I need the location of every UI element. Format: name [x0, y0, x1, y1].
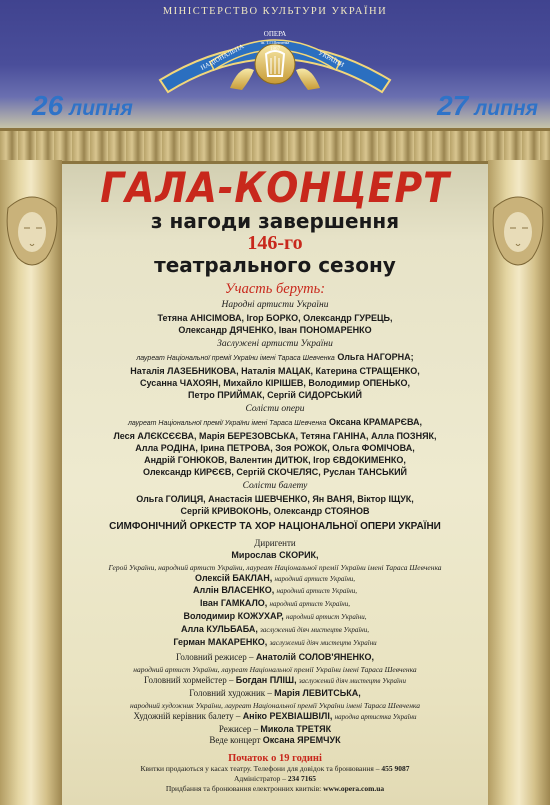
date-left	[32, 90, 133, 122]
conductor-2	[64, 573, 486, 586]
choreo-role: Головний хормейстер –	[144, 675, 234, 686]
honored-artists-line2: Сусанна ЧАХОЯН, Михайло КІРІШЕВ, Володимир ОПЕНЬКО,	[139, 378, 411, 388]
conductor-1	[64, 550, 486, 562]
artist-role: Головний художник –	[189, 687, 272, 698]
conductor-2-title: народний артист України,	[274, 574, 356, 583]
date-right-day: 27	[437, 90, 469, 121]
peoples-artists-label: Народні артисти України	[221, 300, 329, 310]
tickets-text: Квитки продаються у касах театру. Телефони для довідок та бронювання –	[140, 764, 380, 774]
conductor-6	[64, 624, 486, 637]
architrave-frieze	[0, 128, 550, 164]
choreo-line	[64, 675, 486, 688]
honored-artists-line3: Петро ПРИЙМАК, Сергій СИДОРСЬКИЙ	[187, 390, 362, 400]
conductor-4-name: Іван ГАМКАЛО,	[199, 598, 268, 609]
ballet-soloists-label: Солісти балету	[242, 481, 308, 491]
start-time: Початок о 19 годині	[228, 753, 322, 765]
choreo-title: заслужений діяч мистецтв України	[298, 677, 406, 686]
ministry-title: МІНІСТЕРСТВО КУЛЬТУРИ УКРАЇНИ	[162, 6, 388, 17]
artist-name: Марія ЛЕВИТСЬКА,	[274, 687, 361, 698]
poster-content	[64, 160, 486, 794]
crest-top-text: ОПЕРА	[263, 30, 287, 38]
honored-artists-first	[64, 351, 486, 365]
admin-text: Адміністратор –	[233, 774, 287, 784]
online-url-link[interactable]: www.opera.com.ua	[323, 784, 385, 794]
honored-artists-label: Заслужені артисти України	[217, 339, 333, 349]
regisseur-name: Микола ТРЕТЯК	[260, 723, 332, 734]
ballet-director-line	[64, 711, 486, 724]
opera-soloists-first	[64, 416, 486, 430]
host-line	[64, 735, 486, 747]
opera-first-name: Оксана КРАМАРЄВА,	[328, 417, 423, 427]
director-title: народний артист України, лауреат Національної премії України імені Тараса Шевченка	[133, 665, 417, 675]
ballet-director-title: народна артистка України	[334, 712, 417, 721]
artist-line	[64, 688, 486, 700]
conductor-3-name: Аллін ВЛАСЕНКО,	[193, 585, 275, 596]
admin-phone: 234 7165	[287, 774, 317, 784]
conductor-2-name: Олексій БАКЛАН,	[194, 572, 273, 583]
honored-first-name: Ольга НАГОРНА;	[337, 352, 414, 362]
ballet-soloists-line2: Сергій КРИВОКОНЬ, Олександр СТОЯНОВ	[180, 506, 370, 516]
director-role: Головний режисер –	[175, 652, 254, 663]
conductor-1-name: Мирослав СКОРИК,	[231, 549, 319, 560]
online-text: Придбання та бронювання електронних квитків:	[165, 784, 322, 794]
date-left-day: 26	[32, 90, 64, 121]
opera-soloists-line2: Алла РОДІНА, Ірина ПЕТРОВА, Зоя РОЖОК, Ольга ФОМІЧОВА,	[135, 443, 415, 453]
opera-prefix: лауреат Національної премії України імені Тараса Шевченка	[127, 420, 327, 427]
conductor-7-title: заслужений діяч мистецтв України	[269, 638, 377, 647]
ballet-director-name: Аніко РЕХВІАШВІЛІ,	[242, 710, 333, 721]
crest-year-text: 1867	[270, 47, 280, 52]
crest-right-text: УКРАЇНИ	[317, 49, 346, 69]
opera-soloists-line3: Андрій ГОНЮКОВ, Валентин ДИТЮК, Ігор ЄВДОКИМЕНКО,	[144, 455, 406, 465]
regisseur-line	[64, 724, 486, 736]
artist-title: народний художник України, лауреат Національної премії України імені Тараса Шевченка	[129, 700, 421, 710]
conductor-7-name: Герман МАКАРЕНКО,	[173, 636, 268, 647]
occasion-line1: з нагоди завершення	[150, 209, 400, 233]
season-number: 146-го	[247, 232, 303, 254]
tickets-line	[64, 764, 486, 774]
ballet-soloists-line1: Ольга ГОЛИЦЯ, Анастасія ШЕВЧЕНКО, Ян ВАНЯ, Віктор ІЩУК,	[136, 494, 414, 504]
participants-heading: Участь беруть:	[224, 281, 326, 297]
conductor-5	[64, 611, 486, 624]
peoples-artists-line2: Олександр ДЯЧЕНКО, Іван ПОНОМАРЕНКО	[178, 325, 372, 335]
admin-line	[64, 774, 486, 784]
orchestra-line: СИМФОНІЧНИЙ ОРКЕСТР ТА ХОР НАЦІОНАЛЬНОЇ ОПЕРИ УКРАЇНИ	[109, 521, 441, 532]
date-left-month: липня	[69, 97, 133, 120]
honored-artists-line1: Наталія ЛАЗЕБНИКОВА, Наталія МАЦАК, Катерина СТРАЩЕНКО,	[130, 366, 420, 376]
conductors-label: Диригенти	[254, 538, 296, 548]
opera-soloists-line4: Олександр КИРЄЄВ, Сергій СКОЧЕЛЯС, Руслан ТАНСЬКИЙ	[142, 467, 408, 477]
peoples-artists-line1: Тетяна АНІСІМОВА, Ігор БОРКО, Олександр ГУРЕЦЬ,	[157, 313, 393, 323]
conductor-5-name: Володимир КОЖУХАР,	[183, 610, 284, 621]
opera-soloists-line1: Леся АЛЄКСЄЄВА, Марія БЕРЕЗОВСЬКА, Тетяна ГАНІНА, Алла ПОЗНЯК,	[113, 431, 437, 441]
opera-soloists-label: Солісти опери	[245, 404, 305, 414]
occasion-line2: театрального сезону	[154, 253, 396, 277]
crest-left-text: НАЦІОНАЛЬНА	[199, 43, 246, 72]
date-right	[437, 90, 538, 122]
conductor-6-title: заслужений діяч мистецтв України,	[260, 625, 370, 634]
gala-title: ГАЛА-КОНЦЕРТ	[100, 163, 450, 212]
host-name: Оксана ЯРЕМЧУК	[262, 735, 341, 746]
conductor-4-title: народний артист України,	[269, 600, 351, 609]
director-line	[64, 652, 486, 664]
host-role: Веде концерт	[209, 735, 261, 746]
conductor-7	[64, 637, 486, 650]
conductor-4	[64, 598, 486, 611]
tickets-phone: 455 9087	[381, 764, 410, 774]
sculpture-face-right-icon	[488, 188, 548, 273]
conductor-1-title: Герой України, народний артист України, лауреат Національної премії України імені Тараса Шевченка	[108, 562, 442, 572]
opera-crest-logo	[150, 18, 400, 100]
conductor-3-title: народний артист України,	[276, 587, 357, 596]
crest-middle-text: ім. Т.Г.Шевченка	[260, 40, 290, 45]
date-right-month: липня	[474, 97, 538, 120]
conductor-6-name: Алла КУЛЬБАБА,	[180, 623, 258, 634]
conductor-5-title: народний артист України,	[286, 612, 367, 621]
ballet-director-role: Художній керівник балету –	[133, 710, 241, 721]
conductor-3	[64, 585, 486, 598]
regisseur-role: Режисер –	[218, 723, 259, 734]
director-name: Анатолій СОЛОВ'ЯНЕНКО,	[255, 652, 375, 663]
honored-prefix: лауреат Національної премії України імені Тараса Шевченка	[136, 355, 335, 362]
online-line	[64, 784, 486, 794]
sculpture-face-left-icon	[2, 188, 62, 273]
choreo-name: Богдан ПЛІШ,	[235, 675, 297, 686]
